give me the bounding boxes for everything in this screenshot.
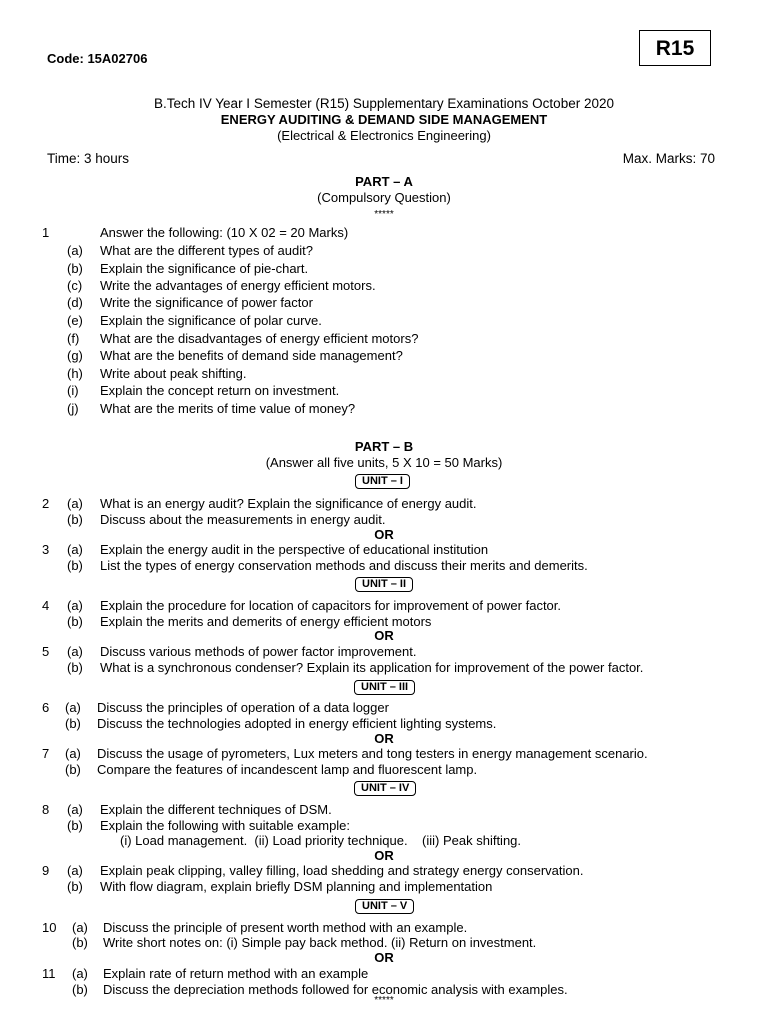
- question-part-label: (a): [67, 598, 83, 613]
- part-a-item-label: (a): [67, 243, 83, 258]
- question-part-text: With flow diagram, explain briefly DSM planning and implementation: [100, 879, 493, 894]
- question-part-label: (b): [72, 982, 88, 997]
- question-number: 8: [42, 802, 50, 817]
- part-a-item-label: (j): [67, 401, 79, 416]
- question-part-label: (a): [72, 966, 88, 981]
- question-part-label: (b): [67, 512, 83, 527]
- question-subline: (i) Load management. (ii) Load priority technique. (iii) Peak shifting.: [120, 833, 522, 848]
- part-a-item-label: (g): [67, 348, 83, 363]
- part-a-item-text: What are the disadvantages of energy efficient motors?: [100, 331, 419, 346]
- question-part-label: (a): [67, 802, 83, 817]
- question-part-text: Discuss about the measurements in energy audit.: [100, 512, 386, 527]
- part-a-item-text: Write the significance of power factor: [100, 295, 313, 310]
- question-number: 10: [42, 920, 57, 935]
- part-a-item-label: (c): [67, 278, 83, 293]
- part-a-title: PART – A: [355, 174, 413, 189]
- question-part-label: (b): [67, 879, 83, 894]
- question-part-label: (b): [67, 818, 83, 833]
- question-part-text: Explain the procedure for location of capacitors for improvement of power factor.: [100, 598, 562, 613]
- question-part-label: (b): [65, 762, 81, 777]
- question-number: 3: [42, 542, 50, 557]
- question-part-text: Write short notes on: (i) Simple pay back method. (ii) Return on investment.: [103, 935, 537, 950]
- or-separator: OR: [374, 731, 394, 746]
- question-part-label: (b): [65, 716, 81, 731]
- part-a-item-label: (e): [67, 313, 83, 328]
- part-a-instruction: Answer the following: (10 X 02 = 20 Marks): [100, 225, 349, 240]
- question-part-label: (b): [67, 614, 83, 629]
- question-part-text: Explain the energy audit in the perspective of educational institution: [100, 542, 489, 557]
- question-part-label: (b): [67, 558, 83, 573]
- question-part-text: Explain the merits and demerits of energy efficient motors: [100, 614, 432, 629]
- part-a-item-text: What are the merits of time value of money?: [100, 401, 356, 416]
- question-part-text: What is a synchronous condenser? Explain its application for improvement of the power factor.: [100, 660, 644, 675]
- part-a-item-text: Write about peak shifting.: [100, 366, 247, 381]
- question-part-label: (a): [65, 700, 81, 715]
- part-a-item-label: (i): [67, 383, 79, 398]
- part-a-item-label: (f): [67, 331, 80, 346]
- question-part-text: Discuss the usage of pyrometers, Lux meters and tong testers in energy management scenario.: [97, 746, 648, 761]
- question-part-label: (b): [72, 935, 88, 950]
- part-a-number: 1: [42, 225, 50, 240]
- unit-label: UNIT – V: [355, 899, 414, 914]
- max-marks: Max. Marks: 70: [622, 151, 715, 166]
- end-stars: *****: [374, 995, 394, 1006]
- unit-label: UNIT – III: [354, 680, 415, 695]
- question-part-label: (b): [67, 660, 83, 675]
- part-a-stars: *****: [374, 209, 394, 220]
- paper-code: Code: 15A02706: [47, 51, 148, 66]
- part-a-subtitle: (Compulsory Question): [317, 190, 451, 205]
- unit-label: UNIT – I: [355, 474, 410, 489]
- or-separator: OR: [374, 950, 394, 965]
- part-a-item-label: (d): [67, 295, 83, 310]
- unit-label: UNIT – II: [355, 577, 413, 592]
- question-number: 11: [42, 966, 56, 981]
- part-a-item-text: Explain the concept return on investment.: [100, 383, 340, 398]
- question-part-text: Discuss the depreciation methods followed for economic analysis with examples.: [103, 982, 568, 997]
- question-number: 6: [42, 700, 50, 715]
- question-part-text: Discuss the principle of present worth method with an example.: [103, 920, 468, 935]
- question-number: 4: [42, 598, 50, 613]
- question-part-text: Explain peak clipping, valley filling, load shedding and strategy energy conservation.: [100, 863, 584, 878]
- or-separator: OR: [374, 527, 394, 542]
- part-b-title: PART – B: [354, 439, 414, 454]
- question-part-text: Explain rate of return method with an example: [103, 966, 369, 981]
- regulation-box: R15: [639, 30, 711, 66]
- question-part-label: (a): [65, 746, 81, 761]
- question-part-text: Discuss the technologies adopted in energy efficient lighting systems.: [97, 716, 497, 731]
- question-part-text: Explain the following with suitable example:: [100, 818, 351, 833]
- part-a-item-text: Write the advantages of energy efficient motors.: [100, 278, 376, 293]
- question-part-label: (a): [72, 920, 88, 935]
- question-part-text: Compare the features of incandescent lamp and fluorescent lamp.: [97, 762, 478, 777]
- exam-time: Time: 3 hours: [47, 151, 130, 166]
- question-number: 7: [42, 746, 50, 761]
- question-part-text: List the types of energy conservation methods and discuss their merits and demerits.: [100, 558, 588, 573]
- exam-title: B.Tech IV Year I Semester (R15) Supplementary Examinations October 2020: [154, 96, 614, 111]
- question-part-label: (a): [67, 863, 83, 878]
- department: (Electrical & Electronics Engineering): [277, 128, 491, 143]
- question-part-label: (a): [67, 644, 83, 659]
- question-part-text: What is an energy audit? Explain the significance of energy audit.: [100, 496, 477, 511]
- question-number: 5: [42, 644, 50, 659]
- question-part-label: (a): [67, 542, 83, 557]
- part-a-item-text: Explain the significance of polar curve.: [100, 313, 322, 328]
- subject-title: ENERGY AUDITING & DEMAND SIDE MANAGEMENT: [220, 112, 548, 127]
- part-a-item-text: What are the benefits of demand side management?: [100, 348, 403, 363]
- or-separator: OR: [374, 628, 394, 643]
- question-part-text: Discuss various methods of power factor improvement.: [100, 644, 417, 659]
- question-number: 2: [42, 496, 50, 511]
- part-b-subtitle: (Answer all five units, 5 X 10 = 50 Marks): [265, 455, 503, 470]
- part-a-item-text: Explain the significance of pie-chart.: [100, 261, 309, 276]
- question-part-text: Explain the different techniques of DSM.: [100, 802, 332, 817]
- part-a-item-label: (h): [67, 366, 83, 381]
- part-a-item-text: What are the different types of audit?: [100, 243, 313, 258]
- part-a-item-label: (b): [67, 261, 83, 276]
- question-part-text: Discuss the principles of operation of a data logger: [97, 700, 389, 715]
- unit-label: UNIT – IV: [354, 781, 416, 796]
- question-number: 9: [42, 863, 50, 878]
- question-part-label: (a): [67, 496, 83, 511]
- or-separator: OR: [374, 848, 394, 863]
